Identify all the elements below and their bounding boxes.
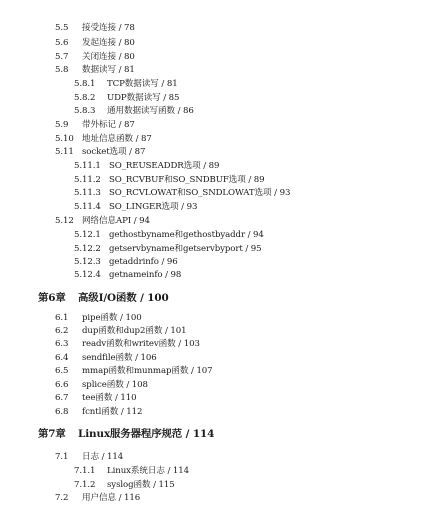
toc-entry bbox=[55, 406, 142, 418]
entry-number: 7.1 bbox=[55, 452, 69, 462]
entry-number: 6.2 bbox=[55, 326, 69, 336]
entry-title: readv函数和writev函数 / 103 bbox=[82, 339, 200, 349]
toc-entry bbox=[74, 269, 181, 281]
toc-entry bbox=[55, 379, 148, 391]
entry-number: 5.5 bbox=[55, 23, 69, 33]
toc-entry bbox=[74, 160, 219, 172]
entry-title: sendfile函数 / 106 bbox=[82, 353, 157, 363]
toc-entry bbox=[74, 201, 197, 213]
entry-title: Linux系统日志 / 114 bbox=[107, 466, 190, 476]
entry-title: pipe函数 / 100 bbox=[82, 313, 142, 323]
toc-entry bbox=[55, 22, 135, 34]
chapter-title: Linux服务器程序规范 / 114 bbox=[78, 428, 215, 440]
entry-number: 5.7 bbox=[55, 52, 69, 62]
entry-title: gethostbyname和gethostbyaddr / 94 bbox=[109, 230, 264, 240]
entry-title: getservbyname和getservbyport / 95 bbox=[109, 244, 262, 254]
entry-title: getaddrinfo / 96 bbox=[109, 257, 178, 267]
entry-number: 5.8.3 bbox=[74, 106, 96, 116]
entry-title: TCP数据读写 / 81 bbox=[107, 79, 178, 89]
entry-number: 5.12.3 bbox=[74, 257, 101, 267]
toc-entry bbox=[55, 64, 135, 76]
entry-number: 6.6 bbox=[55, 380, 69, 390]
entry-number: 7.1.1 bbox=[74, 466, 96, 476]
toc-entry bbox=[74, 92, 179, 104]
entry-title: SO_RCVBUF和SO_SNDBUF选项 / 89 bbox=[109, 175, 265, 185]
entry-title: tee函数 / 110 bbox=[82, 393, 137, 403]
toc-entry bbox=[55, 392, 136, 404]
toc-entry bbox=[74, 174, 265, 186]
entry-number: 5.12.2 bbox=[74, 244, 101, 254]
entry-number: 5.8.1 bbox=[74, 79, 96, 89]
toc-entry bbox=[55, 492, 140, 504]
entry-title: 地址信息函数 / 87 bbox=[82, 134, 152, 144]
entry-number: 5.11.3 bbox=[74, 188, 101, 198]
entry-number: 5.6 bbox=[55, 38, 69, 48]
toc-entry bbox=[74, 229, 264, 241]
entry-number: 6.1 bbox=[55, 313, 69, 323]
chapter-number: 第7章 bbox=[38, 428, 66, 440]
entry-number: 5.8 bbox=[55, 65, 69, 75]
toc-entry bbox=[74, 479, 175, 491]
entry-title: SO_REUSEADDR选项 / 89 bbox=[109, 161, 220, 171]
entry-title: 日志 / 114 bbox=[82, 452, 124, 462]
toc-entry bbox=[55, 325, 186, 337]
entry-title: 发起连接 / 80 bbox=[82, 38, 135, 48]
entry-title: 带外标记 / 87 bbox=[82, 120, 135, 130]
toc-entry bbox=[74, 465, 189, 477]
entry-number: 5.12 bbox=[55, 216, 74, 226]
toc-entry bbox=[74, 78, 178, 90]
entry-title: getnameinfo / 98 bbox=[109, 270, 182, 280]
toc-entry bbox=[74, 105, 194, 117]
entry-number: 5.11 bbox=[55, 147, 74, 157]
entry-title: fcntl函数 / 112 bbox=[82, 407, 143, 417]
entry-title: 关闭连接 / 80 bbox=[82, 52, 135, 62]
toc-entry bbox=[55, 37, 135, 49]
toc-entry bbox=[55, 352, 157, 364]
toc-entry bbox=[74, 243, 262, 255]
toc-entry bbox=[55, 338, 200, 350]
entry-number: 5.11.4 bbox=[74, 202, 101, 212]
entry-number: 5.12.1 bbox=[74, 230, 101, 240]
toc-entry bbox=[55, 133, 152, 145]
chapter-heading bbox=[38, 427, 214, 441]
chapter-heading bbox=[38, 291, 169, 305]
entry-number: 5.11.2 bbox=[74, 175, 101, 185]
entry-title: splice函数 / 108 bbox=[82, 380, 148, 390]
entry-number: 6.8 bbox=[55, 407, 69, 417]
toc-entry bbox=[55, 451, 123, 463]
entry-title: mmap函数和munmap函数 / 107 bbox=[82, 366, 213, 376]
entry-title: 通用数据读写函数 / 86 bbox=[107, 106, 194, 116]
toc-entry bbox=[55, 119, 135, 131]
entry-title: dup函数和dup2函数 / 101 bbox=[82, 326, 187, 336]
entry-title: 数据读写 / 81 bbox=[82, 65, 135, 75]
chapter-number: 第6章 bbox=[38, 292, 66, 304]
entry-number: 5.9 bbox=[55, 120, 69, 130]
entry-number: 7.1.2 bbox=[74, 480, 96, 490]
entry-number: 5.12.4 bbox=[74, 270, 101, 280]
toc-entry bbox=[55, 215, 150, 227]
entry-title: SO_RCVLOWAT和SO_SNDLOWAT选项 / 93 bbox=[109, 188, 291, 198]
entry-title: SO_LINGER选项 / 93 bbox=[109, 202, 198, 212]
entry-number: 7.2 bbox=[55, 493, 69, 503]
toc-entry bbox=[55, 365, 213, 377]
entry-title: 用户信息 / 116 bbox=[82, 493, 141, 503]
entry-number: 6.5 bbox=[55, 366, 69, 376]
entry-title: syslog函数 / 115 bbox=[107, 480, 175, 490]
toc-entry bbox=[55, 51, 135, 63]
entry-title: socket选项 / 87 bbox=[82, 147, 146, 157]
toc-entry bbox=[74, 187, 290, 199]
entry-number: 5.10 bbox=[55, 134, 74, 144]
entry-title: UDP数据读写 / 85 bbox=[107, 93, 180, 103]
chapter-title: 高级I/O函数 / 100 bbox=[78, 292, 169, 304]
entry-title: 网络信息API / 94 bbox=[82, 216, 150, 226]
entry-number: 6.3 bbox=[55, 339, 69, 349]
entry-number: 5.8.2 bbox=[74, 93, 96, 103]
toc-entry bbox=[55, 146, 145, 158]
entry-number: 6.4 bbox=[55, 353, 69, 363]
entry-number: 5.11.1 bbox=[74, 161, 101, 171]
entry-title: 接受连接 / 78 bbox=[82, 23, 135, 33]
toc-entry bbox=[74, 256, 178, 268]
toc-entry bbox=[55, 312, 142, 324]
entry-number: 6.7 bbox=[55, 393, 69, 403]
